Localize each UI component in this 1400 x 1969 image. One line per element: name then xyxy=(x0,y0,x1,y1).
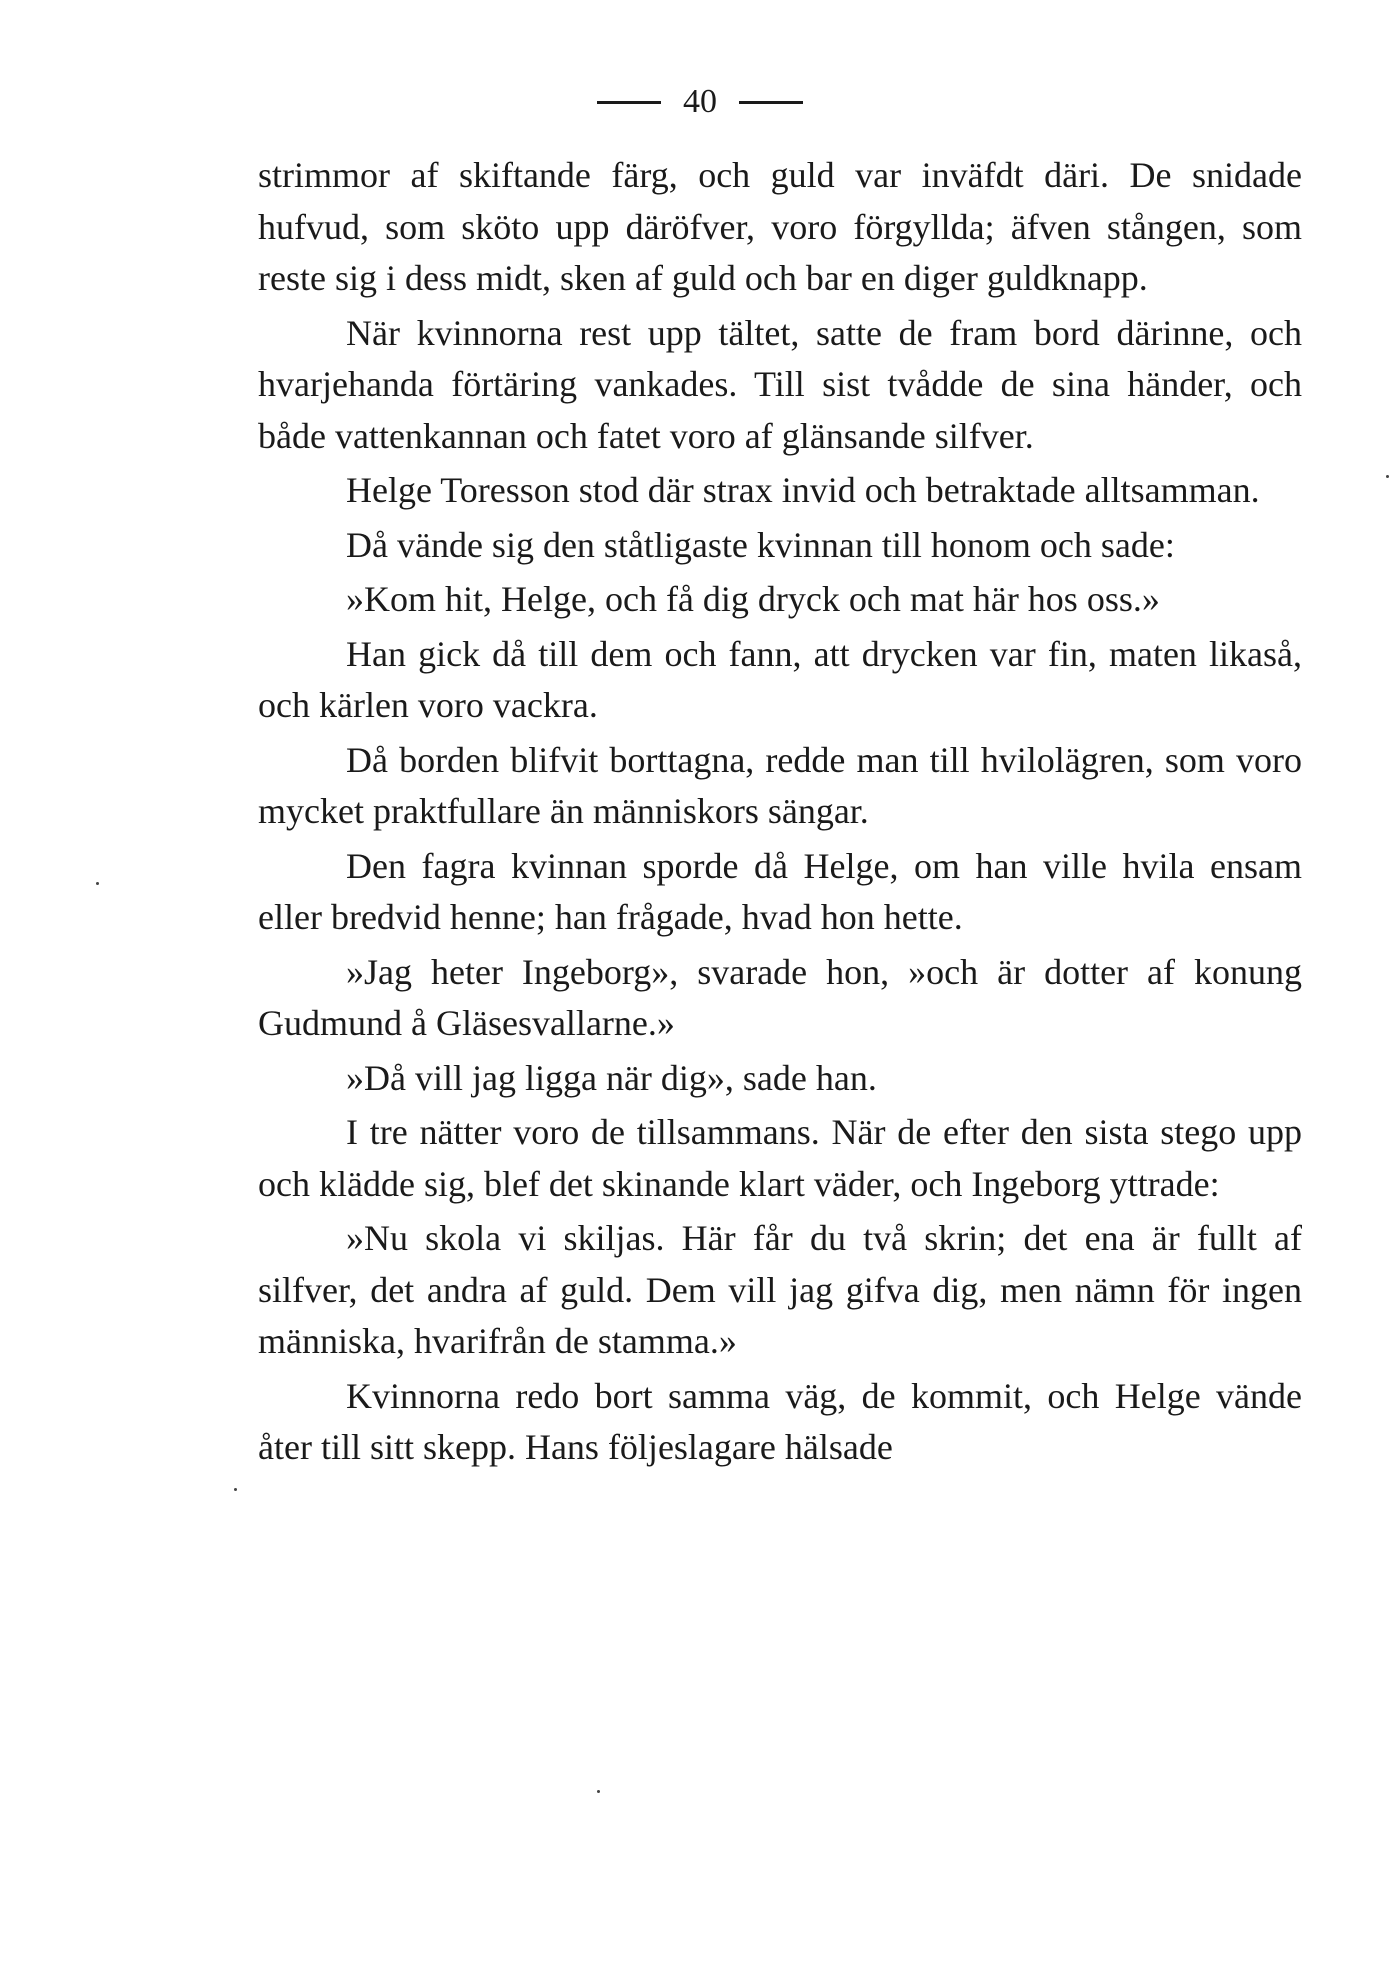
header-rule-right xyxy=(739,101,803,104)
paragraph: »Kom hit, Helge, och få dig dryck och mat här hos oss.» xyxy=(346,579,1160,619)
paragraph: strimmor af skiftande färg, och guld var inväfdt däri. De snidade hufvud, som sköto upp däröfver, voro förgyllda; äfven stången, som reste sig i dess midt, sken af guld och bar en diger guldknapp. xyxy=(258,155,1302,298)
scan-speck xyxy=(597,1790,600,1793)
paragraph: Helge Toresson stod där strax invid och betraktade alltsamman. xyxy=(346,470,1260,510)
paragraph: »Då vill jag ligga när dig», sade han. xyxy=(346,1057,877,1098)
page-number: 40 xyxy=(683,83,717,120)
paragraph: Den fagra kvinnan sporde då Helge, om han ville hvila ensam eller bredvid henne; han frågade, hvad hon hette. xyxy=(258,845,1302,937)
paragraph: Han gick då till dem och fann, att drycken var fin, maten likaså, och kärlen voro vackra. xyxy=(258,633,1302,725)
paragraph: Kvinnorna redo bort samma väg, de kommit, och Helge vände åter till sitt skepp. Hans följeslagare hälsade xyxy=(258,1375,1302,1467)
paragraph: »Nu skola vi skiljas. Här får du två skrin; det ena är fullt af silfver, det andra af guld. Dem vill jag gifva dig, men nämn för ingen människa, hvarifrån de stamma.» xyxy=(258,1218,1302,1361)
paragraph: Då borden blifvit borttagna, redde man till hvilolägren, som voro mycket praktfullare än människors sängar. xyxy=(258,739,1302,831)
scan-speck xyxy=(96,882,99,885)
paragraph: »Jag heter Ingeborg», svarade hon, »och är dotter af konung Gudmund å Gläsesvallarne.» xyxy=(258,951,1302,1043)
paragraph: Då vände sig den ståtligaste kvinnan till honom och sade: xyxy=(346,524,1175,565)
scan-speck xyxy=(1386,475,1389,478)
scan-speck xyxy=(234,1488,237,1491)
paragraph: När kvinnorna rest upp tältet, satte de fram bord därinne, och hvarjehanda förtäring vankades. Till sist tvådde de sina händer, och både vattenkannan och fatet voro af glänsande silfver. xyxy=(258,312,1302,456)
page-header xyxy=(0,82,1400,122)
header-rule-left xyxy=(597,101,661,104)
paragraph: I tre nätter voro de tillsammans. När de efter den sista stego upp och klädde sig, blef det skinande klart väder, och Ingeborg yttrade: xyxy=(258,1112,1302,1204)
body-text xyxy=(258,150,1302,1477)
